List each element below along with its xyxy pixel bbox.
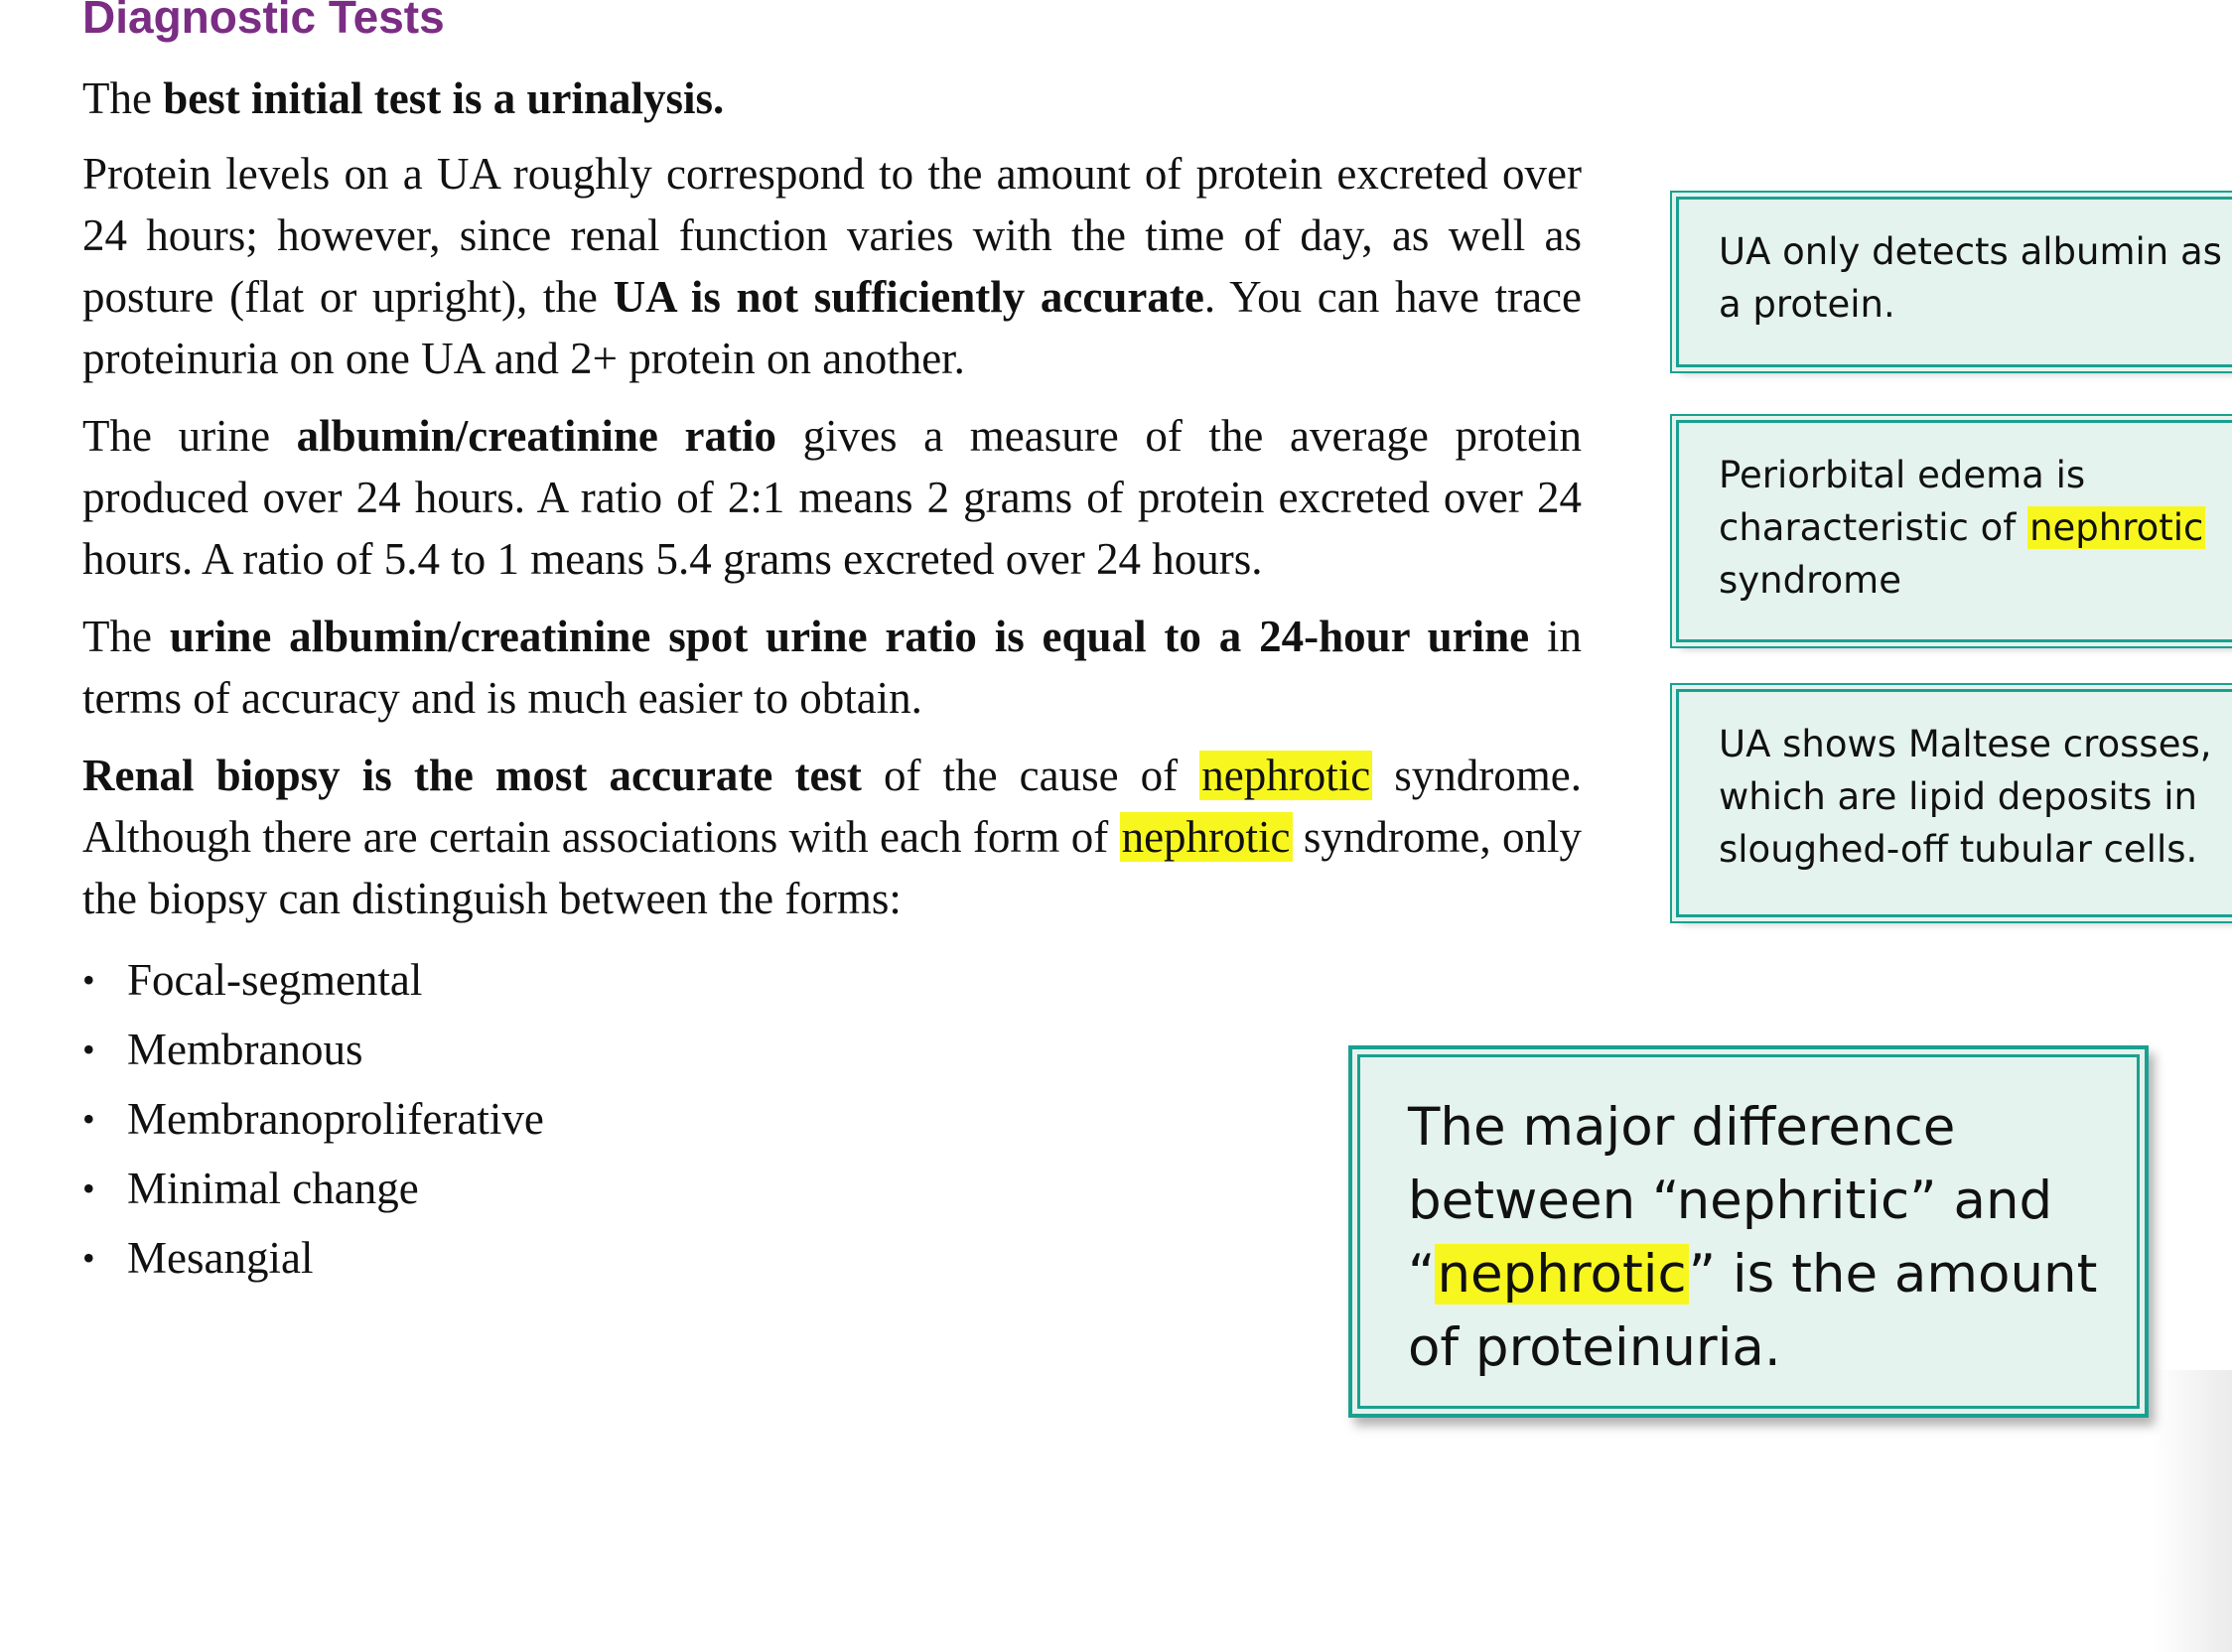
text-run: gives a measure of the average protein produced over 24 hours. A ratio of 2:1 means 2 grams of protein excreted over 24 hours. A ratio of 5.4 to 1 means 5.4 grams excreted over 24 hours. xyxy=(82,411,1582,584)
bold-run: urine albumin/creatinine spot urine ratio is equal to a 24-hour urine xyxy=(169,612,1530,661)
list-item-label: Membranous xyxy=(127,1025,363,1074)
text-run: The urine xyxy=(82,411,297,461)
note-text: syndrome xyxy=(1719,559,1901,602)
bullet-icon: • xyxy=(82,1099,95,1139)
text-run: . You can have trace proteinuria on one UA and 2+ protein on another. xyxy=(82,272,1582,383)
bullet-icon: • xyxy=(82,1169,95,1208)
sidebar-note-periorbital-edema xyxy=(1676,420,2232,642)
text-run: The xyxy=(82,73,164,123)
note-text: UA shows Maltese crosses, which are lipid deposits in sloughed-off tubular cells. xyxy=(1719,723,2212,871)
text-run: syndrome, only the biopsy can distinguish between the forms: xyxy=(82,812,1582,923)
list-item xyxy=(82,945,1582,1015)
text-run: of the cause of xyxy=(861,751,1200,800)
list-item-label: Focal-segmental xyxy=(127,955,423,1005)
paragraph-best-initial-test xyxy=(82,68,1582,129)
section-heading: Diagnostic Tests xyxy=(82,0,445,43)
highlighted-term: nephrotic xyxy=(1121,812,1291,862)
list-item-label: Membranoproliferative xyxy=(127,1094,544,1144)
bullet-icon: • xyxy=(82,1238,95,1278)
paragraph-spot-ratio xyxy=(82,606,1582,729)
page-edge-shadow xyxy=(2153,1370,2232,1652)
bullet-icon: • xyxy=(82,1030,95,1069)
paragraph-ua-accuracy xyxy=(82,143,1582,389)
bold-run: albumin/creatinine ratio xyxy=(296,411,776,461)
bullet-icon: • xyxy=(82,960,95,1000)
highlighted-term: nephrotic xyxy=(1201,751,1371,800)
text-run: The xyxy=(82,612,170,661)
callout-text: The major difference between “nephritic” and “ xyxy=(1408,1097,2053,1305)
callout-text: ” is the amount of proteinuria. xyxy=(1408,1244,2098,1378)
list-item-label: Minimal change xyxy=(127,1164,419,1213)
highlighted-term: nephrotic xyxy=(1437,1244,1687,1305)
bold-run: Renal biopsy is the most accurate test xyxy=(82,751,862,800)
list-item-label: Mesangial xyxy=(127,1233,314,1283)
sidebar-note-maltese-crosses xyxy=(1676,689,2232,917)
text-run: in terms of accuracy and is much easier to obtain. xyxy=(82,612,1582,723)
note-text: Periorbital edema is characteristic of xyxy=(1719,454,2086,549)
bold-run: UA is not sufficiently accurate xyxy=(613,272,1204,322)
sidebar-note-albumin xyxy=(1676,197,2232,367)
text-run: Protein levels on a UA roughly correspond to the amount of protein excreted over 24 hours; however, since renal function varies with the time of day, as well as posture (flat or upright), the xyxy=(82,149,1582,322)
paragraph-renal-biopsy xyxy=(82,745,1582,929)
highlighted-term: nephrotic xyxy=(2029,506,2204,549)
callout-box xyxy=(1348,1045,2149,1418)
note-text: UA only detects albumin as a protein. xyxy=(1719,230,2222,326)
text-run: syndrome. Although there are certain associations with each form of xyxy=(82,751,1582,862)
bold-run: best initial test is a urinalysis. xyxy=(163,73,725,123)
paragraph-albumin-ratio xyxy=(82,405,1582,590)
